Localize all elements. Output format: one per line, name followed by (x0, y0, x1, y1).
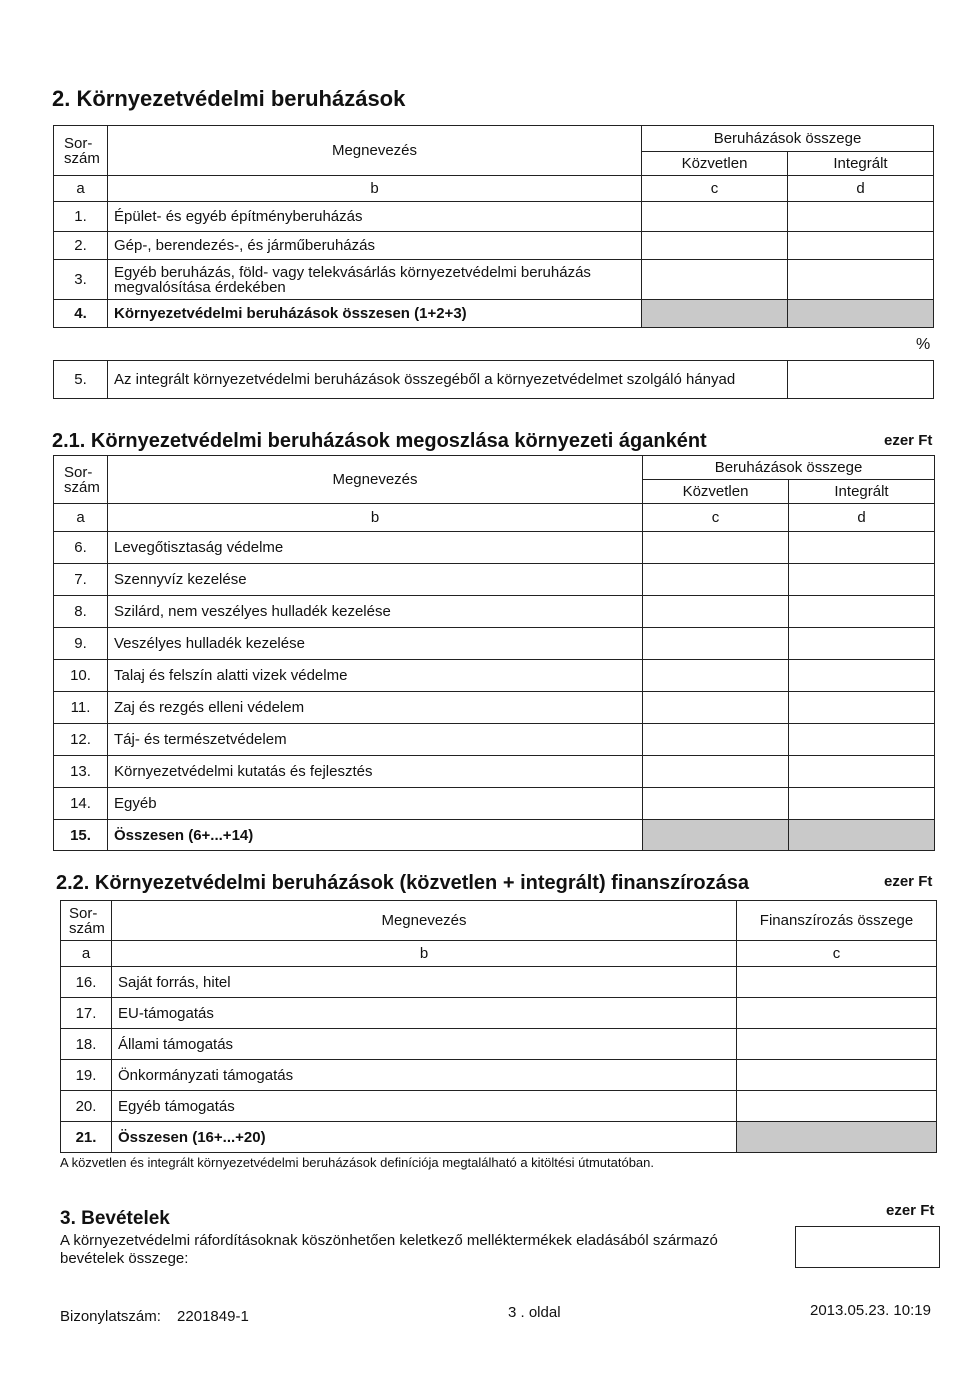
row-label: Egyéb támogatás (112, 1091, 737, 1122)
document-number-value: 2201849-1 (177, 1308, 249, 1325)
header-beruhazasok-osszege: Beruházások összege (642, 126, 934, 152)
col-letter-a: a (54, 504, 108, 532)
row-label: Egyéb beruházás, föld- vagy telekvásárlás környezetvédelmi beruházás megvalósítása érdekében (108, 260, 642, 300)
unit-label: ezer Ft (886, 1202, 935, 1219)
table-row (54, 756, 935, 788)
header-megnevezes: Megnevezés (112, 901, 737, 941)
input-cell-integralt[interactable] (789, 660, 935, 692)
shaded-cell (789, 820, 935, 851)
row-number: 1. (54, 202, 108, 232)
integrated-share-table (53, 360, 934, 399)
row-number: 15. (54, 820, 108, 851)
row-number: 17. (61, 998, 112, 1029)
table-row (61, 1060, 937, 1091)
input-cell-kozvetlen[interactable] (643, 788, 789, 820)
row-number: 18. (61, 1029, 112, 1060)
revenue-input-box[interactable] (795, 1226, 940, 1268)
col-letter-b: b (108, 504, 643, 532)
percent-sign: % (916, 336, 931, 353)
input-cell-kozvetlen[interactable] (643, 564, 789, 596)
input-cell-kozvetlen[interactable] (643, 628, 789, 660)
row-number: 13. (54, 756, 108, 788)
input-cell-kozvetlen[interactable] (643, 660, 789, 692)
input-cell-kozvetlen[interactable] (642, 260, 788, 300)
footnote: A közvetlen és integrált környezetvédelmi beruházások definíciója megtalálható a kitöltési útmutatóban. (60, 1155, 655, 1170)
row-label: Talaj és felszín alatti vizek védelme (108, 660, 643, 692)
input-cell-integralt[interactable] (789, 628, 935, 660)
row-label: Épület- és egyéb építményberuházás (108, 202, 642, 232)
table-row-total (54, 300, 934, 328)
page-number: 3 . oldal (508, 1304, 561, 1321)
row-label: Egyéb (108, 788, 643, 820)
section-3-title: 3. Bevételek (60, 1208, 170, 1229)
row-label: Összesen (16+...+20) (112, 1122, 737, 1153)
row-number: 12. (54, 724, 108, 756)
table-row (54, 564, 935, 596)
table-row (54, 692, 935, 724)
input-cell-amount[interactable] (737, 1029, 937, 1060)
table-row (54, 232, 934, 260)
col-letter-c: c (642, 176, 788, 202)
input-cell-kozvetlen[interactable] (643, 756, 789, 788)
row-number: 7. (54, 564, 108, 596)
table-row (54, 596, 935, 628)
col-letter-d: d (789, 504, 935, 532)
col-letter-c: c (643, 504, 789, 532)
input-cell-integralt[interactable] (789, 788, 935, 820)
row-number: 4. (54, 300, 108, 328)
row-label: Gép-, berendezés-, és járműberuházás (108, 232, 642, 260)
row-label: Összesen (6+...+14) (108, 820, 643, 851)
input-cell-kozvetlen[interactable] (642, 202, 788, 232)
row-number: 20. (61, 1091, 112, 1122)
row-label: Állami támogatás (112, 1029, 737, 1060)
row-label: EU-támogatás (112, 998, 737, 1029)
input-cell-integralt[interactable] (789, 532, 935, 564)
input-cell-integralt[interactable] (789, 724, 935, 756)
col-letter-c: c (737, 941, 937, 967)
unit-label: ezer Ft (884, 873, 933, 890)
table-row-total (54, 820, 935, 851)
table-row (54, 788, 935, 820)
input-cell-integralt[interactable] (788, 232, 934, 260)
row-label: Szennyvíz kezelése (108, 564, 643, 596)
row-label: Az integrált környezetvédelmi beruházások összegéből a környezetvédelmet szolgáló hányad (108, 361, 788, 399)
row-number: 2. (54, 232, 108, 260)
input-cell-integralt[interactable] (788, 202, 934, 232)
table-row (54, 628, 935, 660)
financing-table (60, 900, 937, 1153)
row-number: 11. (54, 692, 108, 724)
col-letter-b: b (108, 176, 642, 202)
input-cell-integralt[interactable] (789, 596, 935, 628)
table-row (61, 1091, 937, 1122)
input-cell-kozvetlen[interactable] (643, 692, 789, 724)
col-letter-d: d (788, 176, 934, 202)
table-row (54, 532, 935, 564)
input-cell-percent[interactable] (788, 361, 934, 399)
shaded-cell (643, 820, 789, 851)
header-sorszam: Sor- szám (61, 901, 112, 941)
row-label: Környezetvédelmi kutatás és fejlesztés (108, 756, 643, 788)
row-number: 19. (61, 1060, 112, 1091)
document-number-label: Bizonylatszám: (60, 1308, 161, 1325)
table-row-total (61, 1122, 937, 1153)
row-label: Környezetvédelmi beruházások összesen (1+2+3) (108, 300, 642, 328)
section-2-title: 2. Környezetvédelmi beruházások (52, 86, 406, 111)
input-cell-kozvetlen[interactable] (642, 232, 788, 260)
timestamp: 2013.05.23. 10:19 (810, 1302, 931, 1319)
header-megnevezes: Megnevezés (108, 456, 643, 504)
header-kozvetlen: Közvetlen (643, 480, 789, 504)
row-number: 3. (54, 260, 108, 300)
revenue-description: A környezetvédelmi ráfordításoknak köszönhetően keletkező melléktermékek eladásából származó bevételek összege: (60, 1232, 718, 1267)
table-row (54, 202, 934, 232)
table-row (54, 660, 935, 692)
row-label: Önkormányzati támogatás (112, 1060, 737, 1091)
input-cell-integralt[interactable] (788, 260, 934, 300)
table-row (61, 1029, 937, 1060)
breakdown-table (53, 455, 935, 851)
col-letter-a: a (61, 941, 112, 967)
section-2-2-title: 2.2. Környezetvédelmi beruházások (közvetlen + integrált) finanszírozása (56, 872, 749, 894)
section-2-1-title: 2.1. Környezetvédelmi beruházások megoszlása környezeti áganként (52, 430, 707, 452)
shaded-cell (642, 300, 788, 328)
table-row (54, 260, 934, 300)
shaded-cell (788, 300, 934, 328)
header-beruhazasok-osszege: Beruházások összege (643, 456, 935, 480)
row-number: 5. (54, 361, 108, 399)
row-number: 9. (54, 628, 108, 660)
row-number: 6. (54, 532, 108, 564)
header-kozvetlen: Közvetlen (642, 152, 788, 176)
header-integralt: Integrált (788, 152, 934, 176)
input-cell-integralt[interactable] (789, 564, 935, 596)
col-letter-a: a (54, 176, 108, 202)
input-cell-kozvetlen[interactable] (643, 724, 789, 756)
input-cell-integralt[interactable] (789, 692, 935, 724)
row-number: 16. (61, 967, 112, 998)
header-finanszirozas-osszege: Finanszírozás összege (737, 901, 937, 941)
row-number: 8. (54, 596, 108, 628)
row-label: Saját forrás, hitel (112, 967, 737, 998)
unit-label: ezer Ft (884, 432, 933, 449)
input-cell-amount[interactable] (737, 1060, 937, 1091)
shaded-cell (737, 1122, 937, 1153)
row-label: Táj- és természetvédelem (108, 724, 643, 756)
row-label: Szilárd, nem veszélyes hulladék kezelése (108, 596, 643, 628)
investments-table (53, 125, 934, 328)
header-sorszam: Sor- szám (54, 456, 108, 504)
input-cell-amount[interactable] (737, 998, 937, 1029)
header-sorszam: Sor- szám (54, 126, 108, 176)
row-number: 10. (54, 660, 108, 692)
row-label: Zaj és rezgés elleni védelem (108, 692, 643, 724)
row-number: 14. (54, 788, 108, 820)
col-letter-b: b (112, 941, 737, 967)
row-number: 21. (61, 1122, 112, 1153)
input-cell-integralt[interactable] (789, 756, 935, 788)
header-integralt: Integrált (789, 480, 935, 504)
row-label: Veszélyes hulladék kezelése (108, 628, 643, 660)
row-label: Levegőtisztaság védelme (108, 532, 643, 564)
input-cell-kozvetlen[interactable] (643, 596, 789, 628)
input-cell-amount[interactable] (737, 967, 937, 998)
document-number (60, 1308, 249, 1325)
table-row (61, 998, 937, 1029)
input-cell-kozvetlen[interactable] (643, 532, 789, 564)
input-cell-amount[interactable] (737, 1091, 937, 1122)
table-row (61, 967, 937, 998)
table-row (54, 724, 935, 756)
header-megnevezes: Megnevezés (108, 126, 642, 176)
